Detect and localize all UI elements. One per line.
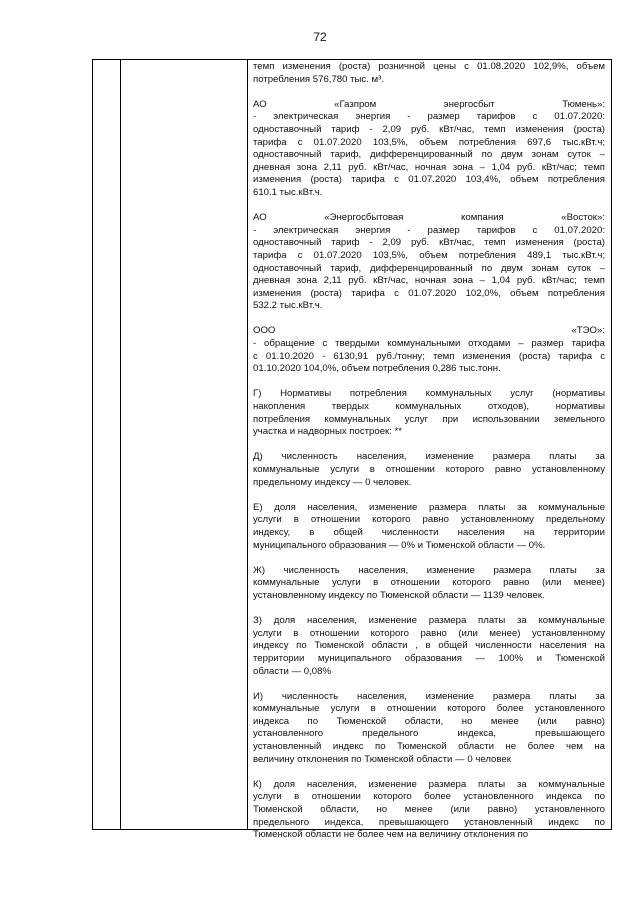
text-line: Е) доля населения, изменение размера платы за коммунальные [253, 501, 605, 513]
page-number: 72 [313, 30, 327, 44]
text-line: величину отклонения по Тюменской области — 0 человек [253, 753, 511, 765]
text-line: - обращение с твердыми коммунальными отходами – размер тарифа [253, 338, 605, 350]
text-line: участка и надворных построек: ** [253, 426, 403, 438]
text-line: Д) численность населения, изменение размера платы за [253, 451, 605, 463]
text-line: изменения (роста) тарифа с 01.07.2020 103,4%, объем потребления [253, 174, 605, 186]
paragraph-e [253, 502, 605, 552]
text-line: тарифа с 01.07.2020 103,5%, объем потребления 489,1 тыс.кВт.ч; [253, 249, 605, 261]
text-line: предельному индексу — 0 человек. [253, 476, 412, 488]
text-line: муниципального образования — 0% и Тюменской области — 0%. [253, 539, 546, 551]
text-line: одноставочный тариф, дифференцированный по двум зонам суток – [253, 149, 605, 161]
text-line: коммунальные услуги в отношении которого более установленного [253, 703, 605, 715]
table-frame [92, 59, 612, 841]
text-line: Тюменской области не более чем на величину отклонения по [253, 829, 529, 841]
text-line: - электрическая энергия - размер тарифов с 01.07.2020: [253, 224, 605, 236]
paragraph-teo [253, 325, 605, 375]
text-line: области — 0,08% [253, 665, 332, 677]
text-line: - электрическая энергия - размер тарифов с 01.07.2020: [253, 111, 605, 123]
text-line: З) доля населения, изменение размера платы за коммунальные [253, 615, 605, 627]
table-column-number [93, 60, 121, 829]
text-line: потребления коммунальных услуг при использовании земельного [253, 413, 605, 425]
text-line: Г) Нормативы потребления коммунальных услуг (нормативы [253, 388, 605, 400]
text-line: изменения (роста) тарифа с 01.07.2020 102,0%, объем потребления [253, 287, 605, 299]
paragraph-i [253, 691, 605, 767]
text-line: установленного предельного индекса, превышающего [253, 728, 605, 740]
paragraph-g [253, 388, 605, 438]
text-line: территории муниципального образования — 100% и Тюменской [253, 652, 605, 664]
text-line: ООО «ТЭО»: [253, 325, 605, 337]
text-line: услуги в отношении которого более установленного индекса по [253, 791, 605, 803]
text-line: одноставочный тариф - 2,09 руб. кВт/час, темп изменения (роста) [253, 123, 605, 135]
text-line: индекса по Тюменской области, но менее (или равно) [253, 715, 605, 727]
text-line: предельного индекса, превышающего установленный индекс по [253, 816, 605, 828]
text-line: индексу по Тюменской области , в общей численности населения на [253, 640, 605, 652]
paragraph-zh [253, 565, 605, 603]
text-line: одноставочный тариф, дифференцированный по двум зонам суток – [253, 262, 605, 274]
text-line: дневная зона 2,11 руб. кВт/час, ночная зона – 1,04 руб. кВт/час; темп [253, 275, 605, 287]
text-line: индексу, в общей численности населения на территории [253, 526, 605, 538]
text-line: 532.2 тыс.кВт.ч. [253, 300, 323, 312]
text-line: 01.10.2020 104,0%, объем потребления 0,286 тыс.тонн. [253, 363, 501, 375]
table-column-indicator [121, 60, 248, 829]
paragraph-vostok [253, 212, 605, 313]
text-line: АО «Газпром энергосбыт Тюмень»: [253, 98, 605, 110]
text-line: коммунальные услуги в отношении которого равно установленному [253, 464, 605, 475]
text-line: установленный индекс по Тюменской области не более чем на [253, 741, 605, 753]
text-line: Ж) численность населения, изменение размера платы за [253, 564, 605, 576]
text-line: накопления твердых коммунальных отходов), нормативы [253, 401, 605, 413]
text-line: тарифа с 01.07.2020 103,5%, объем потребления 697,6 тыс.кВт.ч; [253, 136, 605, 148]
text-line: потребления 576,780 тыс. м³. [253, 73, 385, 85]
text-line: темп изменения (роста) розничной цены с 01.08.2020 102,9%, объем [253, 61, 605, 72]
paragraph-d [253, 451, 605, 489]
text-line: услуги в отношении которого равно установленному предельному [253, 514, 605, 526]
text-line: И) численность населения, изменение размера платы за [253, 690, 605, 702]
text-line: Тюменской области, но менее (или равно) установленного [253, 804, 605, 816]
paragraph-k [253, 779, 605, 842]
text-line: дневная зона 2,11 руб. кВт/час, ночная зона – 1,04 руб. кВт/час; темп [253, 161, 605, 173]
text-line: с 01.10.2020 - 6130,91 руб./тонну; темп изменения (роста) тарифа с [253, 350, 605, 362]
text-line: К) доля населения, изменение размера платы за коммунальные [253, 778, 605, 790]
paragraph-gazprom [253, 99, 605, 200]
text-line: установленному индексу по Тюменской области — 1139 человек. [253, 589, 545, 601]
text-line: АО «Энергосбытовая компания «Восток»: [253, 212, 605, 224]
text-line: услуги в отношении которого равно (или менее) установленному [253, 627, 605, 639]
paragraph-water-tail [253, 61, 605, 86]
paragraph-z [253, 615, 605, 678]
text-line: коммунальные услуги в отношении которого равно (или менее) [253, 577, 605, 589]
text-line: 610.1 тыс.кВт.ч. [253, 186, 323, 198]
table-column-content [253, 61, 605, 854]
text-line: одноставочный тариф - 2,09 руб. кВт/час, темп изменения (роста) [253, 237, 605, 249]
